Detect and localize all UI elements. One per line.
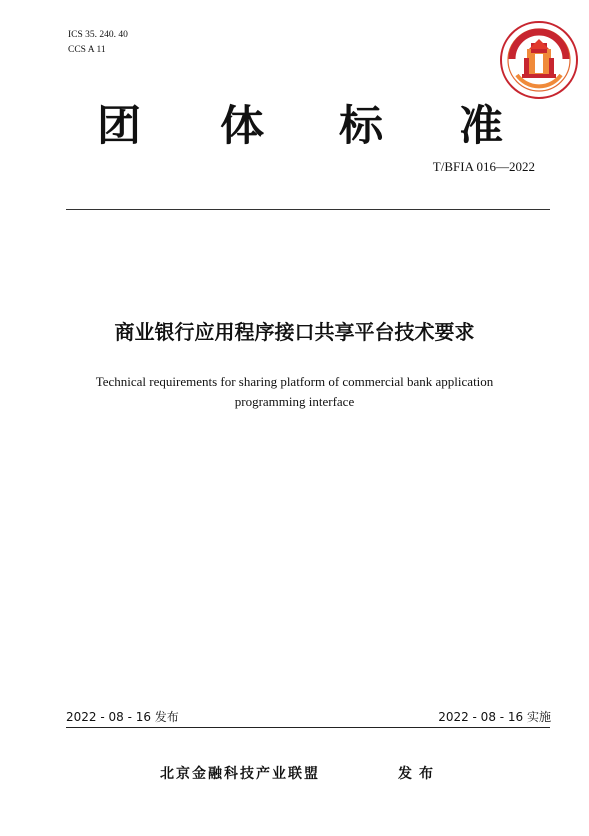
title-char-2: 体 [219, 101, 265, 150]
issuer-name: 北京金融科技产业联盟 [160, 766, 320, 782]
standard-number: T/BFIA 016—2022 [432, 159, 535, 174]
ics-code: ICS 35. 240. 40 [68, 30, 128, 40]
english-title-line-1: Technical requirements for sharing platform of commercial bank application [95, 374, 494, 389]
ccs-code: CCS A 11 [68, 45, 106, 55]
title-char-1: 团 [96, 101, 142, 150]
publish-date: 2022 - 08 - 16 发布 [66, 710, 179, 724]
chinese-title: 商业银行应用程序接口共享平台技术要求 [114, 320, 475, 344]
english-title-line-2: programming interface [234, 394, 355, 409]
implementation-date: 2022 - 08 - 16 实施 [438, 710, 551, 724]
standard-type-title [0, 98, 589, 158]
issue-label: 发布 [398, 766, 440, 782]
title-char-3: 标 [338, 101, 384, 150]
classification-codes [68, 28, 128, 58]
top-divider [66, 209, 550, 210]
alliance-logo [499, 20, 579, 100]
title-char-4: 准 [458, 101, 504, 150]
date-divider [66, 727, 550, 728]
english-title [0, 372, 589, 412]
